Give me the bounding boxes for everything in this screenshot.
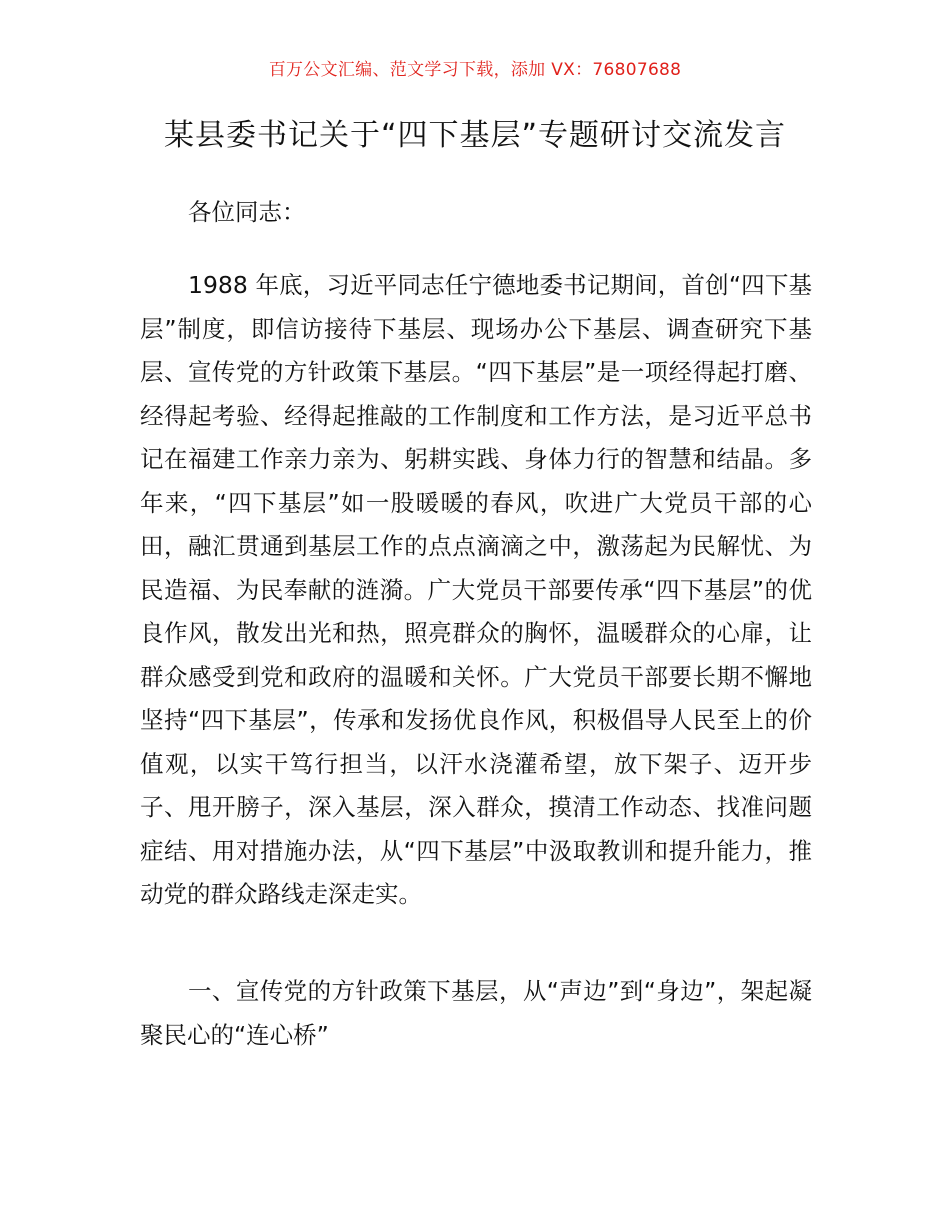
body-paragraph: 1988 年底，习近平同志任宁德地委书记期间，首创“四下基层”制度，即信访接待下基层、现场办公下基层、调查研究下基层、宣传党的方针政策下基层。“四下基层”是一项经得起打磨、经得起考验、经得起推敲的工作制度和工作方法，是习近平总书记在福建工作亲力亲为、躬耕实践、身体力行的智慧和结晶。多年来，“四下基层”如一股暖暖的春风，吹进广大党员干部的心田，融汇贯通到基层工作的点点滴滴之中，激荡起为民解忧、为民造福、为民奉献的涟漪。广大党员干部要传承“四下基层”的优良作风，散发出光和热，照亮群众的胸怀，温暖群众的心扉，让群众感受到党和政府的温暖和关怀。广大党员干部要长期不懈地坚持“四下基层”，传承和发扬优良作风，积极倡导人民至上的价值观，以实干笃行担当，以汗水浇灌希望，放下架子、迈开步子、甩开膀子，深入基层，深入群众，摸清工作动态、找准问题症结、用对措施办法，从“四下基层”中汲取教训和提升能力，推动党的群众路线走深走实。 [140,271,812,908]
document-title: 某县委书记关于“四下基层”专题研讨交流发言 [163,118,787,153]
section-heading: 一、宣传党的方针政策下基层，从“声边”到“身边”，架起凝聚民心的“连心桥” [140,977,812,1049]
greeting: 各位同志： [188,198,306,226]
header-promo-note: 百万公文汇编、范文学习下载，添加 VX：76807688 [268,60,682,80]
